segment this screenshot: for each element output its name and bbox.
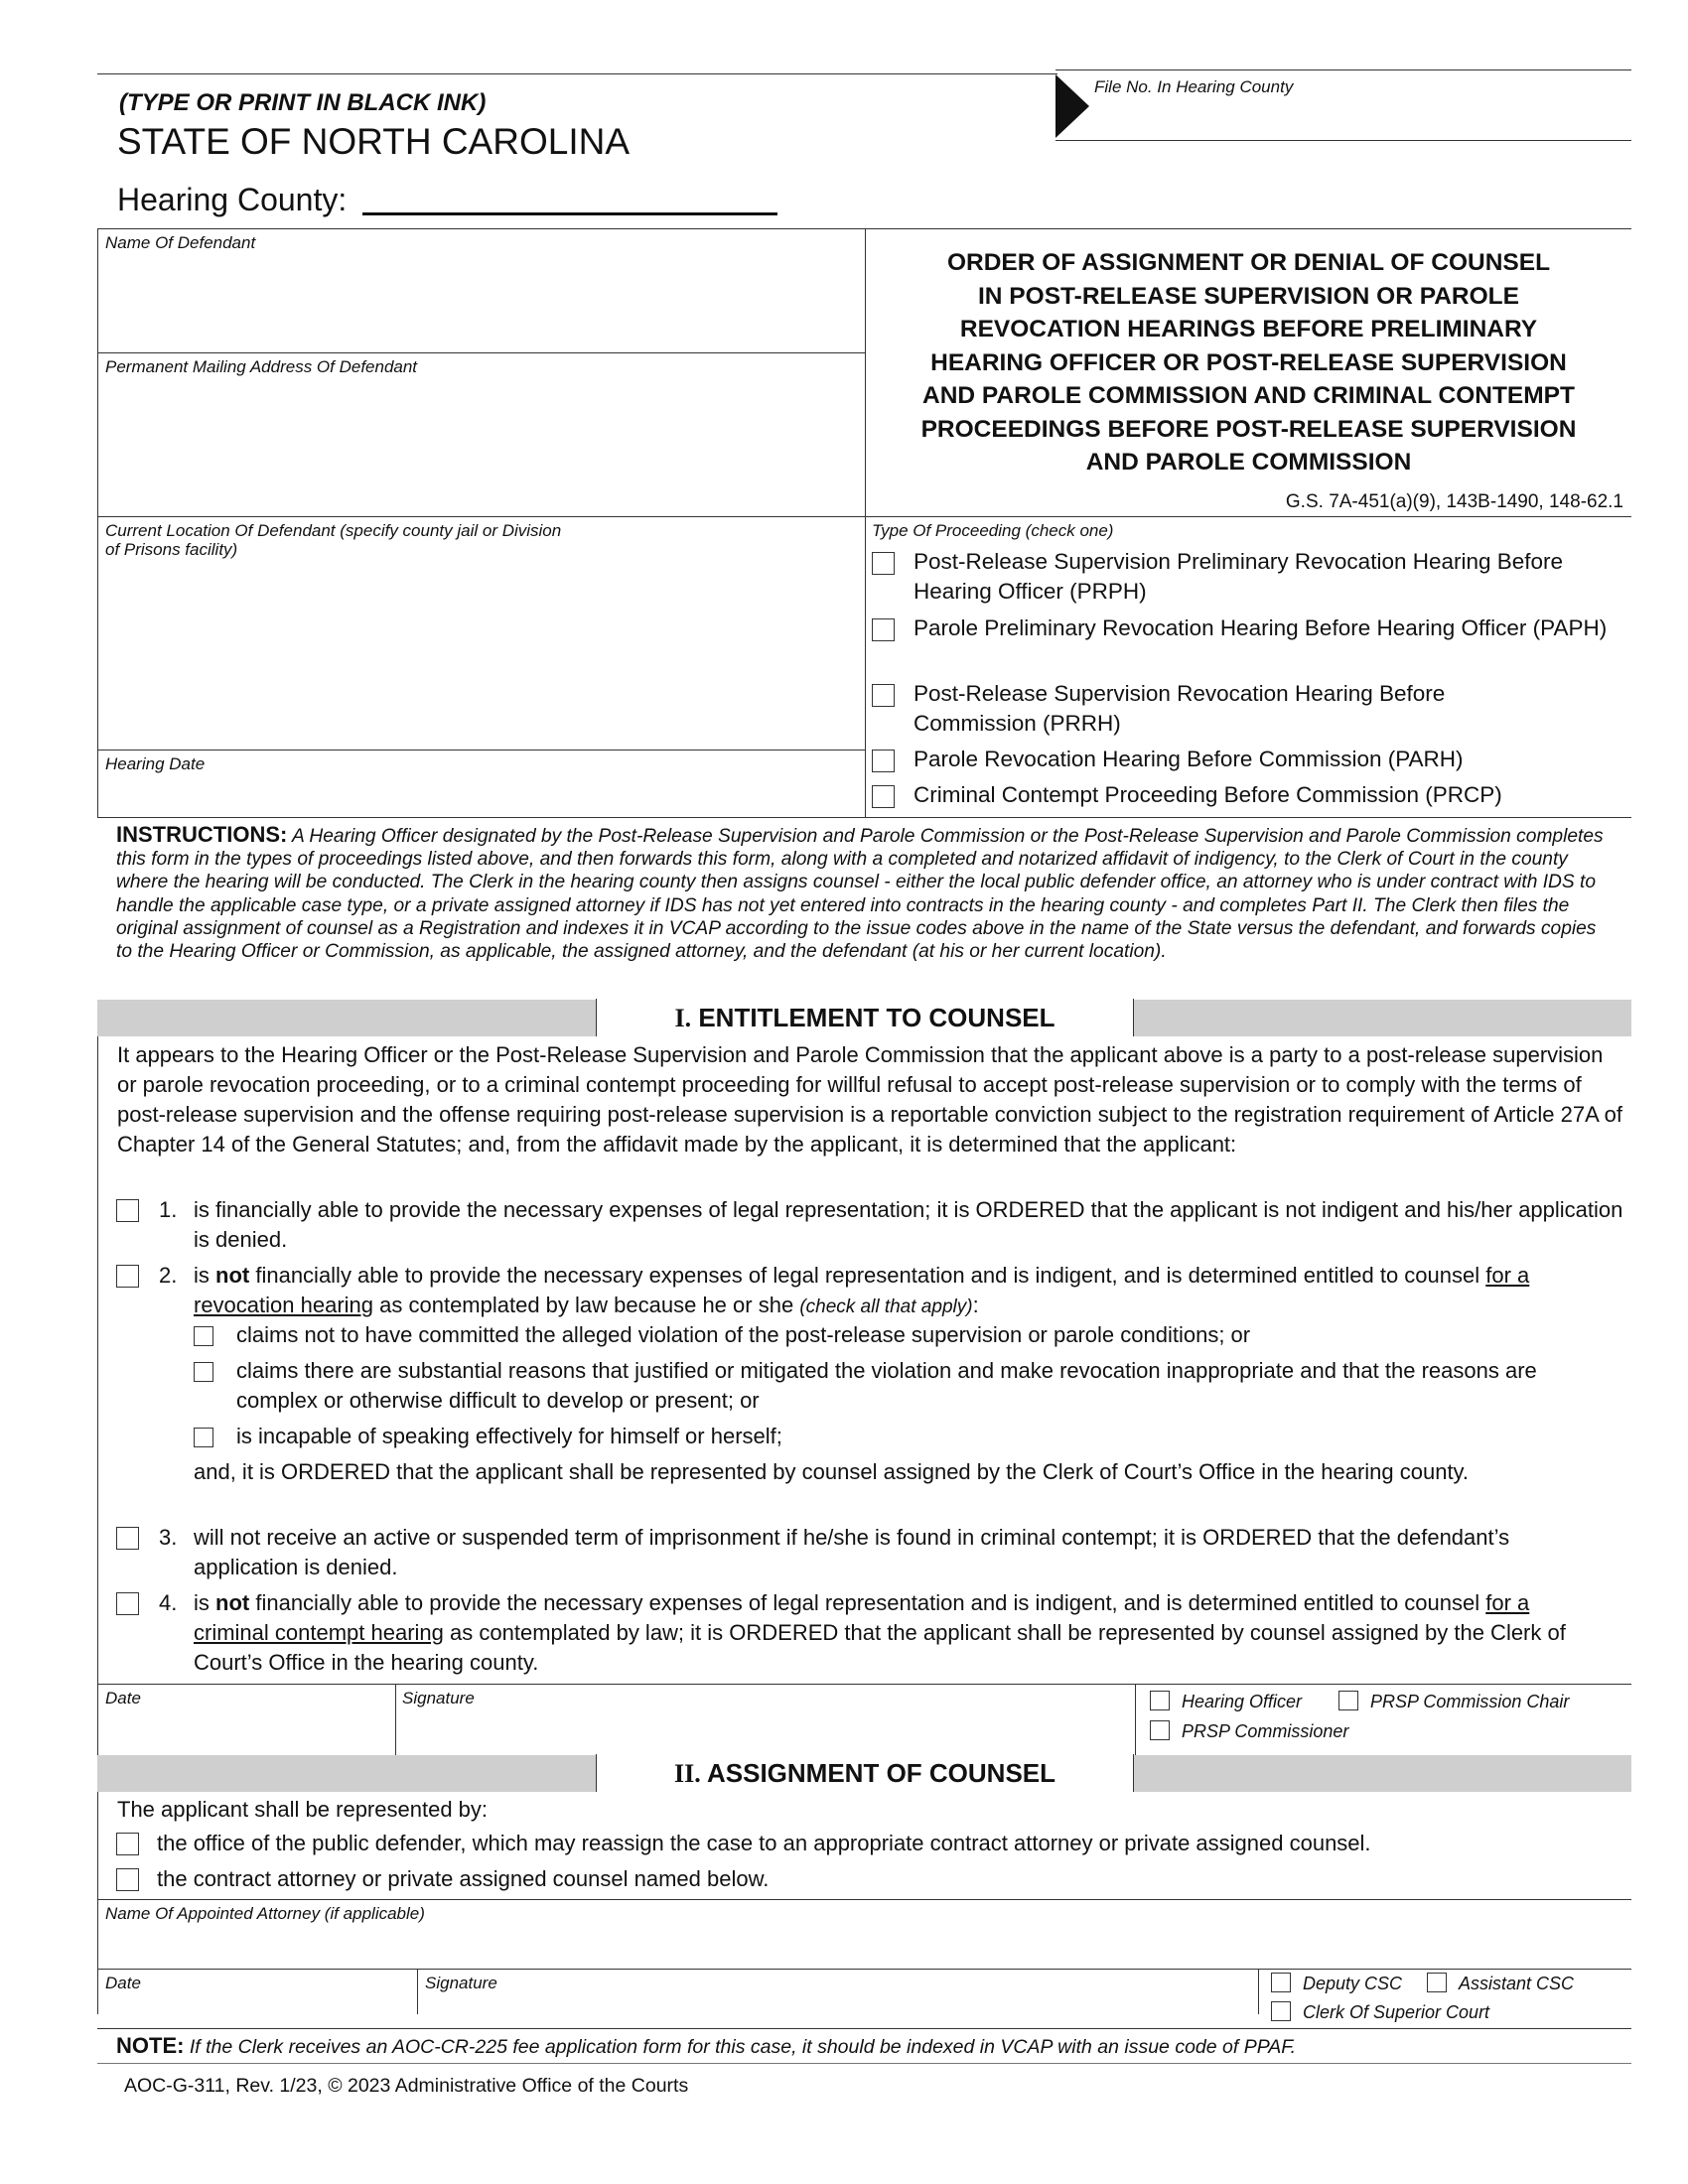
hearing-date-input[interactable] — [103, 776, 858, 814]
mid-divider — [865, 228, 866, 817]
title-line: ORDER OF ASSIGNMENT OR DENIAL OF COUNSEL — [946, 249, 1551, 276]
statute-reference: G.S. 7A-451(a)(9), 143B-1490, 148-62.1 — [1285, 491, 1623, 512]
proceeding-option-prrh: Post-Release Supervision Revocation Hearing Before Commission (PRRH) — [914, 681, 1446, 736]
hearing-county-input[interactable] — [362, 199, 777, 215]
note-top-rule — [97, 2028, 1631, 2029]
item2-checkbox[interactable] — [116, 1265, 139, 1288]
prsp-commissioner-label: PRSP Commissioner — [1182, 1721, 1349, 1741]
attorney-name-label: Name Of Appointed Attorney (if applicable) — [105, 1904, 425, 1923]
title-line: REVOCATION HEARINGS BEFORE PRELIMINARY — [959, 316, 1538, 342]
item3-checkbox[interactable] — [116, 1527, 139, 1550]
file-no-input[interactable] — [1092, 97, 1628, 137]
public-defender-checkbox[interactable] — [116, 1833, 139, 1855]
proceeding-option-parh: Parole Revocation Hearing Before Commission (PARH) — [914, 747, 1464, 771]
title-line: IN POST-RELEASE SUPERVISION OR PAROLE — [978, 282, 1519, 310]
prsp-chair-checkbox[interactable] — [1338, 1691, 1358, 1710]
note-text: If the Clerk receives an AOC-CR-225 fee application form for this case, it should be indexed in VCAP with an issue code of PPAF. — [189, 2036, 1297, 2058]
mailing-address-label: Permanent Mailing Address Of Defendant — [105, 357, 418, 376]
sub3-checkbox[interactable] — [194, 1428, 213, 1447]
item1-text: is financially able to provide the necessary expenses of legal representation; it is ORDERED that the applicant is not indigent and his/her application is denied. — [194, 1197, 1623, 1252]
clerk-superior-court-label: Clerk Of Superior Court — [1303, 2002, 1490, 2022]
hearing-date-label: Hearing Date — [105, 754, 206, 773]
hearing-officer-label: Hearing Officer — [1182, 1692, 1303, 1711]
item4-text — [194, 1588, 1594, 1678]
title-line: AND PAROLE COMMISSION AND CRIMINAL CONTEMPT — [922, 382, 1575, 409]
name-of-defendant-label: Name Of Defendant — [105, 233, 256, 252]
sig1-top-rule — [97, 1684, 1631, 1685]
left-border — [97, 228, 98, 817]
ink-note: (TYPE OR PRINT IN BLACK INK) — [119, 89, 487, 116]
sub1-text: claims not to have committed the alleged violation of the post-release supervision or parole conditions; or — [236, 1322, 1251, 1347]
proceeding-checkbox-parh[interactable] — [872, 750, 895, 772]
item1-checkbox[interactable] — [116, 1199, 139, 1222]
instructions — [116, 823, 1611, 963]
deputy-csc-checkbox[interactable] — [1271, 1973, 1291, 1992]
sig1-divider-b — [1135, 1684, 1136, 1755]
file-no-bottom-rule — [1055, 140, 1631, 141]
item2-underlined: for a revocation hearing — [194, 1263, 1530, 1317]
file-no-top-rule — [1055, 69, 1631, 70]
sig2-divider-b — [1258, 1969, 1259, 2014]
footer: AOC-G-311, Rev. 1/23, © 2023 Administrative Office of the Courts — [124, 2075, 689, 2097]
clerk-superior-court-checkbox[interactable] — [1271, 2001, 1291, 2021]
item4-is: is — [194, 1590, 210, 1615]
attorney-top-rule — [97, 1899, 1631, 1900]
proceeding-checkbox-paph[interactable] — [872, 618, 895, 641]
mailing-address-input[interactable] — [103, 379, 858, 510]
section1-intro: It appears to the Hearing Officer or the Post-Release Supervision and Parole Commission that the applicant above is a party to a post-release supervision or parole revocation proceeding, or to a criminal contempt proceeding for willful refusal to accept post-release supervision or to comply with the terms of post-release supervision and the offense requiring post-release supervision is a reportable conviction subject to the registration requirement of Article 27A of Chapter 14 of the General Statutes; and, from the affidavit made by the applicant, it is determined that the applicant: — [117, 1042, 1623, 1157]
sig2-date-input[interactable] — [103, 1993, 411, 2013]
footer-rule — [97, 2063, 1631, 2064]
item4-part-b: as contemplated by law; it is ORDERED that the applicant shall be represented by counsel assigned by the Clerk of Court’s Office in the hearing county. — [194, 1620, 1566, 1675]
item4-number: 4. — [159, 1590, 178, 1615]
hearing-officer-checkbox[interactable] — [1150, 1691, 1170, 1710]
section1-left-border — [97, 1036, 98, 1755]
proceeding-checkbox-prrh[interactable] — [872, 684, 895, 707]
current-location-label: Current Location Of Defendant (specify county jail or Division of Prisons facility) — [105, 521, 562, 559]
top-rule — [97, 73, 1057, 74]
sig1-date-label: Date — [105, 1689, 141, 1707]
public-defender-text: the office of the public defender, which may reassign the case to an appropriate contract attorney or private assigned counsel. — [157, 1831, 1371, 1855]
note — [116, 2033, 1616, 2059]
contract-attorney-checkbox[interactable] — [116, 1868, 139, 1891]
item2-number: 2. — [159, 1263, 178, 1288]
sig1-signature-label: Signature — [402, 1689, 475, 1707]
sig2-divider-a — [417, 1969, 418, 2014]
item2-not: not — [215, 1263, 250, 1288]
title-line: AND PAROLE COMMISSION — [1085, 449, 1412, 476]
deputy-csc-label: Deputy CSC — [1303, 1974, 1403, 1993]
rule-address — [97, 516, 1631, 517]
instructions-text: A Hearing Officer designated by the Post-Release Supervision and Parole Commission or the Post-Release Supervision and Parole Commission completes this form in the types of proceedings listed above, and then forwards this form, along with a completed and notarized affidavit of indigency, to the Clerk of Court in the county where the hearing will be conducted. The Clerk in the hearing county then assigns counsel - either the local public defender office, an attorney who is under contract with IDS to handle the applicable case type, or a private assigned attorney if IDS has not yet entered into contracts in the hearing county - and completes Part II. The Clerk then files the original assignment of counsel as a Registration and indexes it in VCAP according to the issue codes above in the name of the State versus the defendant, and forwards copies to the Hearing Officer or Commission, as applicable, the assigned attorney, and the defendant (at his or her current location). — [116, 826, 1604, 963]
section1-title: ENTITLEMENT TO COUNSEL — [698, 1003, 1055, 1032]
section2-left-border — [97, 1792, 98, 2014]
block-bottom-rule — [97, 817, 1631, 818]
section2-numeral: II. — [673, 1759, 701, 1788]
section2-heading — [596, 1754, 1134, 1792]
sig2-date-label: Date — [105, 1974, 141, 1992]
file-no-label: File No. In Hearing County — [1094, 77, 1294, 96]
item2-check-note: (check all that apply) — [799, 1297, 973, 1317]
sig1-divider-a — [395, 1684, 396, 1755]
item4-not: not — [215, 1590, 250, 1615]
section2-title: ASSIGNMENT OF COUNSEL — [707, 1758, 1056, 1788]
item1-number: 1. — [159, 1197, 178, 1222]
note-label: NOTE: — [116, 2033, 185, 2058]
sub1-checkbox[interactable] — [194, 1326, 213, 1346]
item2-colon: : — [972, 1293, 979, 1317]
sig2-signature-input[interactable] — [423, 1993, 1252, 2013]
name-of-defendant-input[interactable] — [103, 254, 858, 347]
state-title: STATE OF NORTH CAROLINA — [117, 121, 630, 162]
hearing-county-label: Hearing County: — [117, 182, 348, 217]
title-line: PROCEEDINGS BEFORE POST-RELEASE SUPERVISION — [920, 415, 1577, 443]
title-line: HEARING OFFICER OR POST-RELEASE SUPERVISION — [930, 348, 1567, 376]
section1-numeral: I. — [674, 1004, 692, 1032]
proceeding-checkbox-prcp[interactable] — [872, 785, 895, 808]
proceeding-option-paph: Parole Preliminary Revocation Hearing Before Hearing Officer (PAPH) — [914, 615, 1608, 640]
file-no-arrow-icon — [1055, 74, 1089, 138]
item4-underlined: for a criminal contempt hearing — [194, 1590, 1530, 1645]
item2-part-a: financially able to provide the necessary expenses of legal representation and is indigent, and is determined entitled to counsel — [255, 1263, 1480, 1288]
item4-checkbox[interactable] — [116, 1592, 139, 1615]
proceeding-label: Type Of Proceeding (check one) — [872, 521, 1114, 540]
sig1-date-input[interactable] — [103, 1709, 389, 1751]
contract-attorney-text: the contract attorney or private assigned counsel named below. — [157, 1866, 770, 1891]
item2-is: is — [194, 1263, 210, 1288]
rule-location — [97, 750, 865, 751]
item4-part-a: financially able to provide the necessary expenses of legal representation and is indigent, and is determined entitled to counsel — [255, 1590, 1480, 1615]
item3-number: 3. — [159, 1525, 178, 1550]
assistant-csc-checkbox[interactable] — [1427, 1973, 1447, 1992]
sub2-text: claims there are substantial reasons that justified or mitigated the violation and make revocation inappropriate and that the reasons are complex or otherwise difficult to develop or present; or — [236, 1358, 1537, 1413]
section1-heading — [596, 999, 1134, 1036]
proceeding-option-prcp: Criminal Contempt Proceeding Before Commission (PRCP) — [914, 782, 1502, 807]
item2-part-b: as contemplated by law because he or she — [379, 1293, 794, 1317]
sig2-top-rule — [97, 1969, 1631, 1970]
sig2-signature-label: Signature — [425, 1974, 497, 1992]
proceeding-option-prph: Post-Release Supervision Preliminary Revocation Hearing Before Hearing Officer (PRPH) — [914, 549, 1564, 604]
item2-text — [194, 1261, 1623, 1322]
section2-intro: The applicant shall be represented by: — [117, 1797, 489, 1822]
item2-order: and, it is ORDERED that the applicant shall be represented by counsel assigned by the Clerk of Court’s Office in the hearing county. — [194, 1459, 1470, 1484]
current-location-input[interactable] — [103, 562, 858, 745]
instructions-label: INSTRUCTIONS: — [116, 822, 288, 847]
form-title — [869, 246, 1628, 479]
item3-text: will not receive an active or suspended term of imprisonment if he/she is found in criminal contempt; it is ORDERED that the defendant’s application is denied. — [194, 1525, 1510, 1579]
sub2-checkbox[interactable] — [194, 1362, 213, 1382]
sub3-text: is incapable of speaking effectively for himself or herself; — [236, 1424, 782, 1448]
proceeding-checkbox-prph[interactable] — [872, 552, 895, 575]
sig1-signature-input[interactable] — [401, 1709, 1129, 1751]
rule-name — [97, 352, 865, 353]
prsp-commissioner-checkbox[interactable] — [1150, 1720, 1170, 1740]
attorney-name-input[interactable] — [103, 1926, 1622, 1966]
prsp-chair-label: PRSP Commission Chair — [1370, 1692, 1570, 1711]
assistant-csc-label: Assistant CSC — [1459, 1974, 1575, 1993]
